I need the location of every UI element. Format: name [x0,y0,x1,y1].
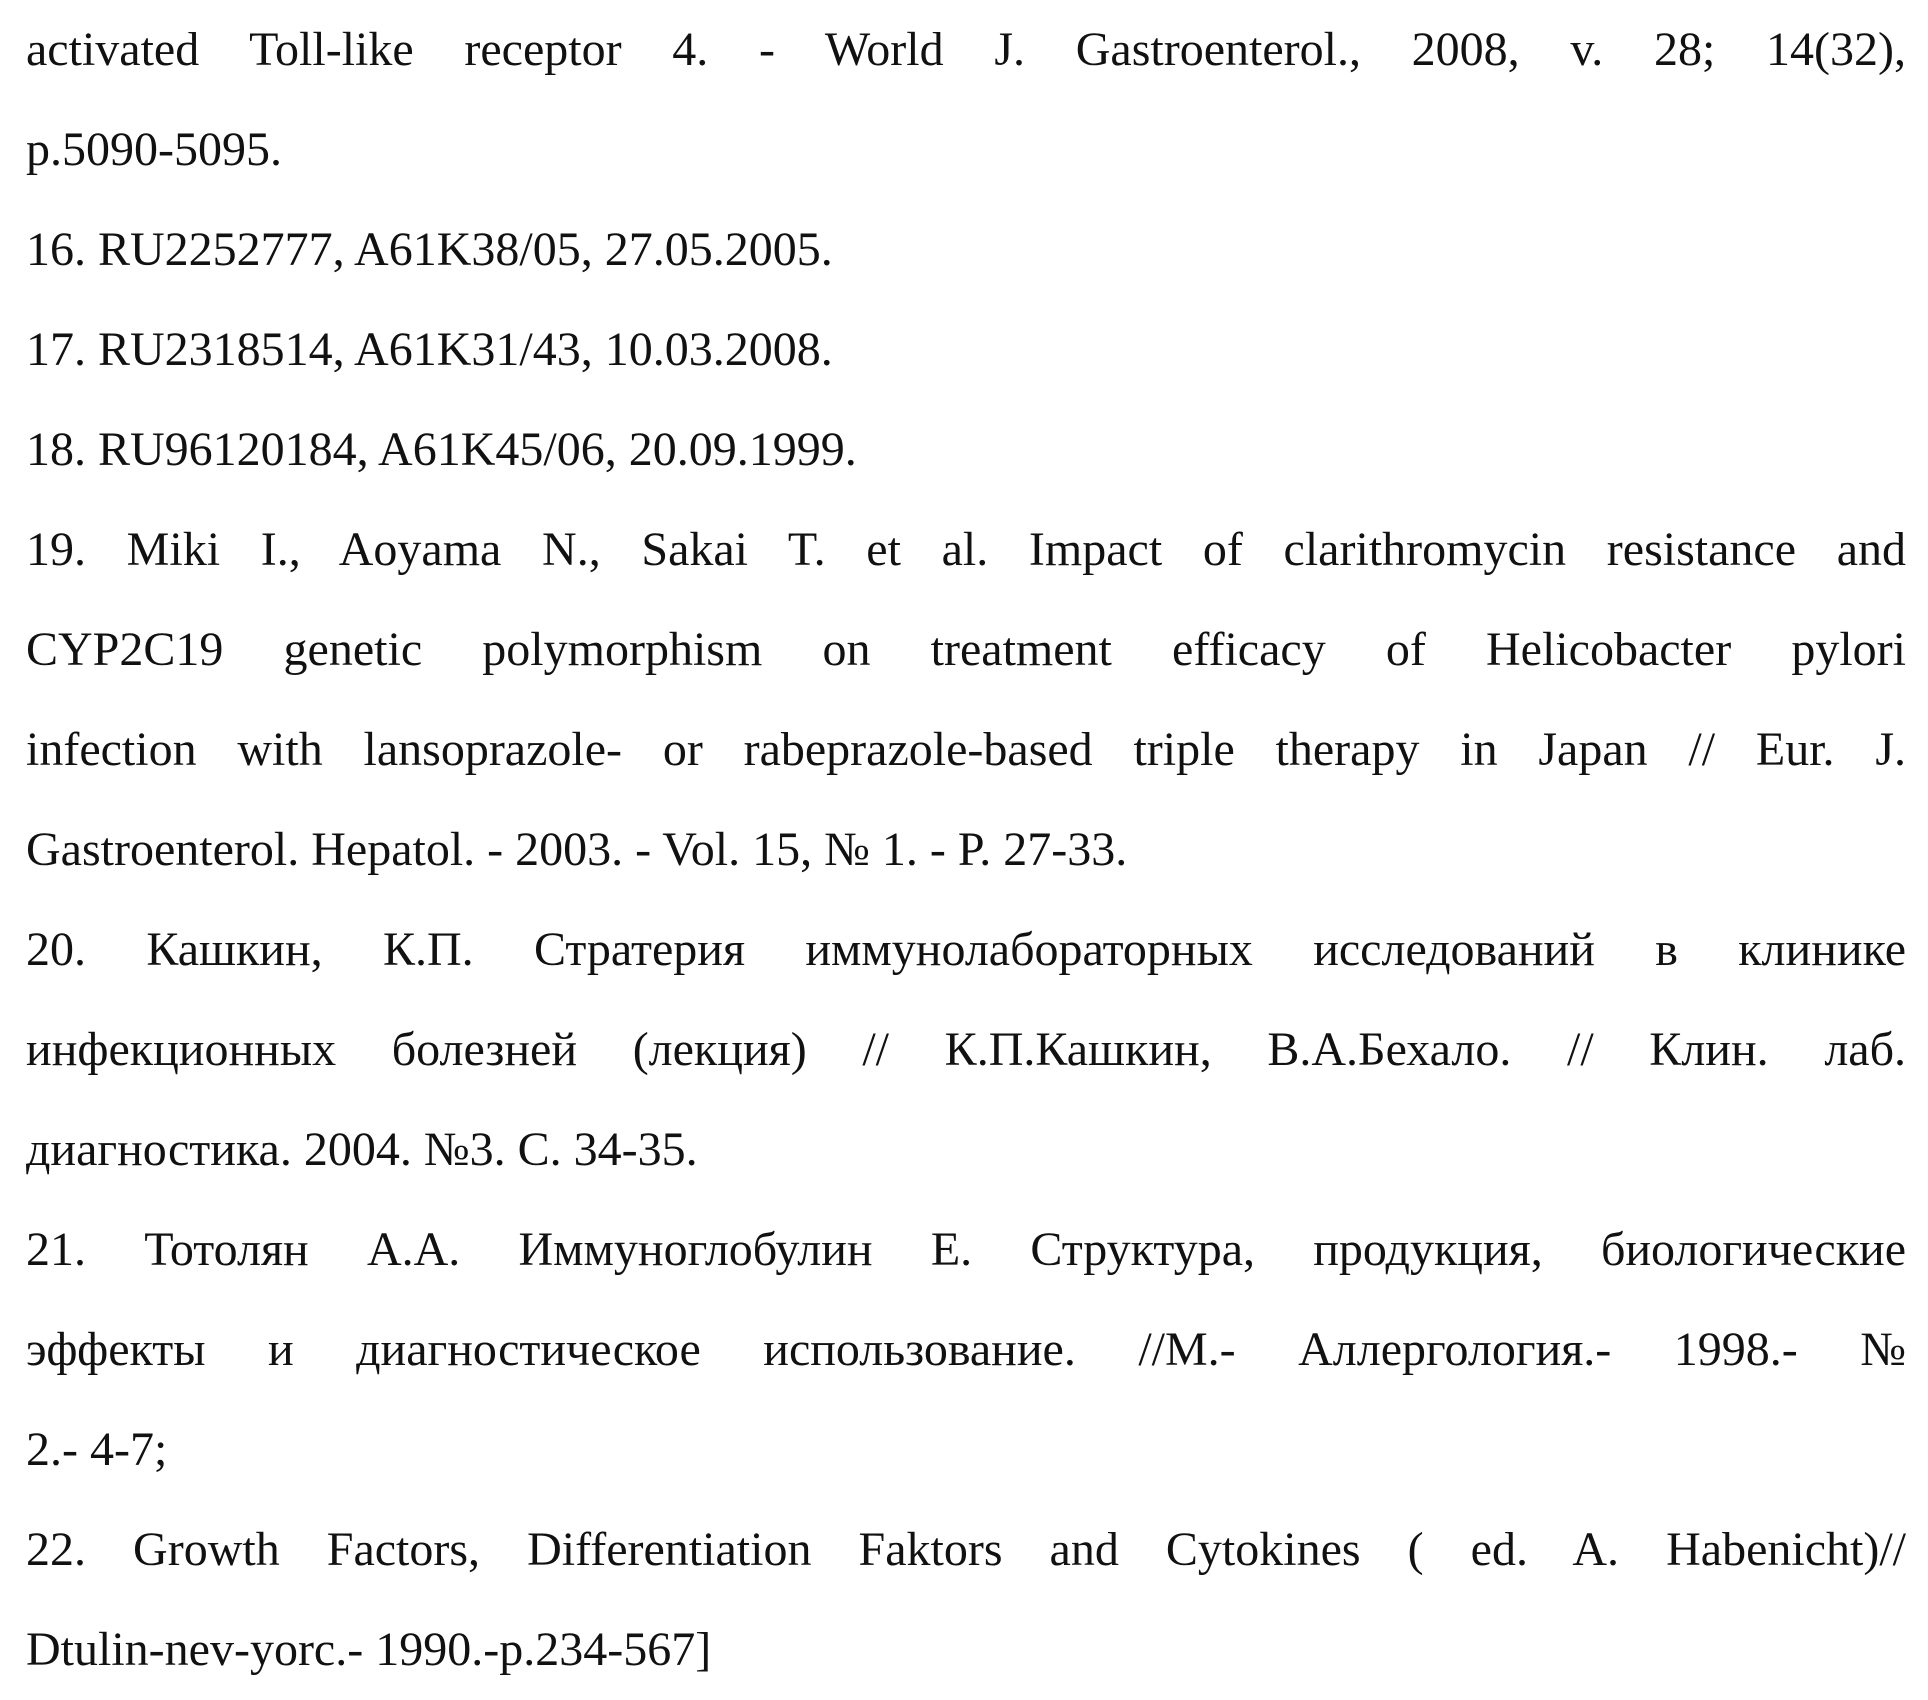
ref-20-line-2: инфекционных болезней (лекция) // К.П.Кашкин, В.А.Бехало. // Клин. лаб. [26,1023,1906,1076]
ref-22-line-2: Dtulin-nev-yorc.- 1990.-p.234-567] [26,1623,712,1676]
ref-21-line-3: 2.- 4-7; [26,1423,168,1476]
ref-19-line-4: Gastroenterol. Hepatol. - 2003. - Vol. 15, № 1. - P. 27-33. [26,823,1128,876]
ref-19-line-2: CYP2C19 genetic polymorphism on treatment efficacy of Helicobacter pylori [26,623,1906,676]
ref-19-line-1: 19. Miki I., Aoyama N., Sakai T. et al. Impact of clarithromycin resistance and [26,523,1906,576]
ref-15-line-2: p.5090-5095. [26,123,282,176]
ref-21-line-1: 21. Тотолян А.А. Иммуноглобулин Е. Структура, продукция, биологические [26,1223,1906,1276]
ref-20-line-3: диагностика. 2004. №3. С. 34-35. [26,1123,698,1176]
ref-15-line-1: activated Toll-like receptor 4. - World J. Gastroenterol., 2008, v. 28; 14(32), [26,23,1906,76]
reference-list [26,0,1906,1700]
ref-21-line-2: эффекты и диагностическое использование. //М.- Аллергология.- 1998.- № [26,1323,1906,1376]
ref-17: 17. RU2318514, A61K31/43, 10.03.2008. [26,323,833,376]
ref-16: 16. RU2252777, A61K38/05, 27.05.2005. [26,223,833,276]
ref-19-line-3: infection with lansoprazole- or rabeprazole-based triple therapy in Japan // Eur. J. [26,723,1906,776]
ref-20-line-1: 20. Кашкин, К.П. Стратерия иммунолабораторных исследований в клинике [26,923,1906,976]
ref-22-line-1: 22. Growth Factors, Differentiation Faktors and Cytokines ( ed. A. Habenicht)// [26,1523,1906,1576]
ref-18: 18. RU96120184, A61K45/06, 20.09.1999. [26,423,857,476]
